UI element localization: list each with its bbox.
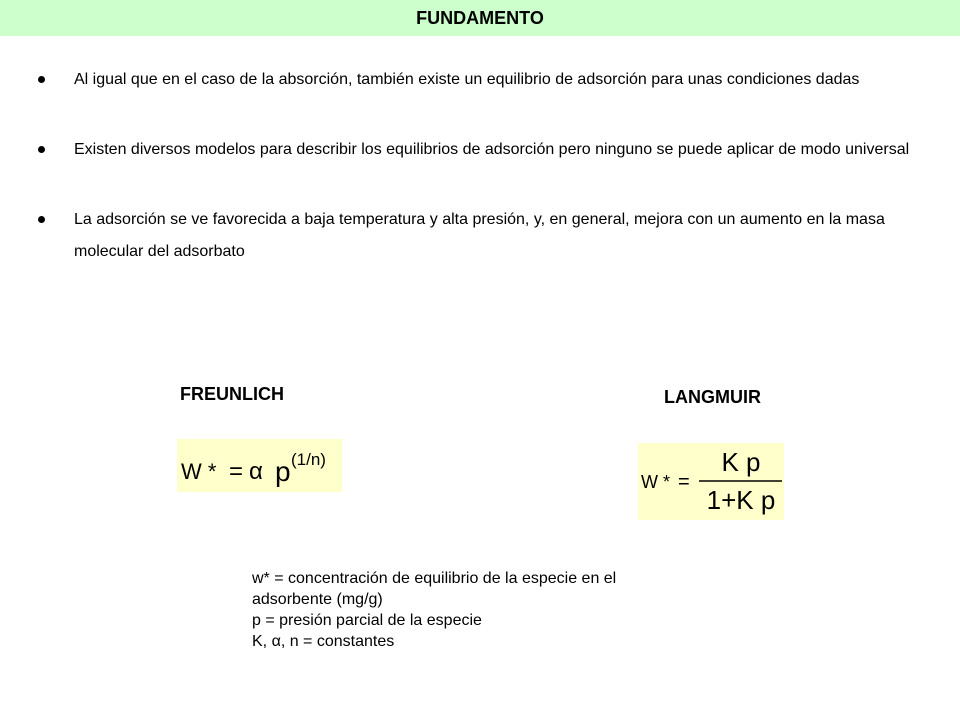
freundlich-heading: FREUNLICH — [180, 384, 284, 404]
langmuir-equals: = — [678, 471, 690, 493]
freundlich-lhs: W * — [181, 459, 217, 484]
bullet-list — [34, 64, 934, 268]
freundlich-equals: = — [229, 458, 244, 485]
bullet-text: Existen diversos modelos para describir los equilibrios de adsorción pero ninguno se puede aplicar de modo universal — [74, 141, 910, 158]
variable-legend — [252, 568, 712, 652]
legend-line: w* = concentración de equilibrio de la especie en el — [252, 570, 617, 587]
freundlich-base: p — [275, 456, 291, 487]
bullet-icon — [38, 76, 45, 83]
list-item — [34, 204, 934, 268]
langmuir-numerator: K p — [721, 447, 761, 477]
bullet-icon — [38, 146, 45, 153]
legend-line: p = presión parcial de la especie — [252, 612, 482, 629]
freundlich-exponent: (1/n) — [291, 450, 326, 469]
list-item — [34, 64, 934, 96]
bullet-icon — [38, 216, 45, 223]
langmuir-heading: LANGMUIR — [664, 387, 761, 407]
langmuir-lhs: W * — [641, 472, 670, 492]
legend-line: K, α, n = constantes — [252, 633, 395, 650]
list-item — [34, 134, 934, 166]
freundlich-formula — [177, 439, 342, 492]
bullet-text: La adsorción se ve favorecida a baja temperatura y alta presión, y, en general, mejora con un aumento en la masa molecular del adsorbato — [74, 211, 885, 260]
page-title: FUNDAMENTO — [416, 8, 544, 28]
freundlich-coefficient: α — [249, 458, 263, 485]
legend-line: adsorbente (mg/g) — [252, 591, 383, 608]
bullet-text: Al igual que en el caso de la absorción, también existe un equilibrio de adsorción para unas condiciones dadas — [74, 71, 860, 88]
langmuir-denominator: 1+K p — [706, 485, 776, 515]
langmuir-formula — [638, 443, 784, 520]
